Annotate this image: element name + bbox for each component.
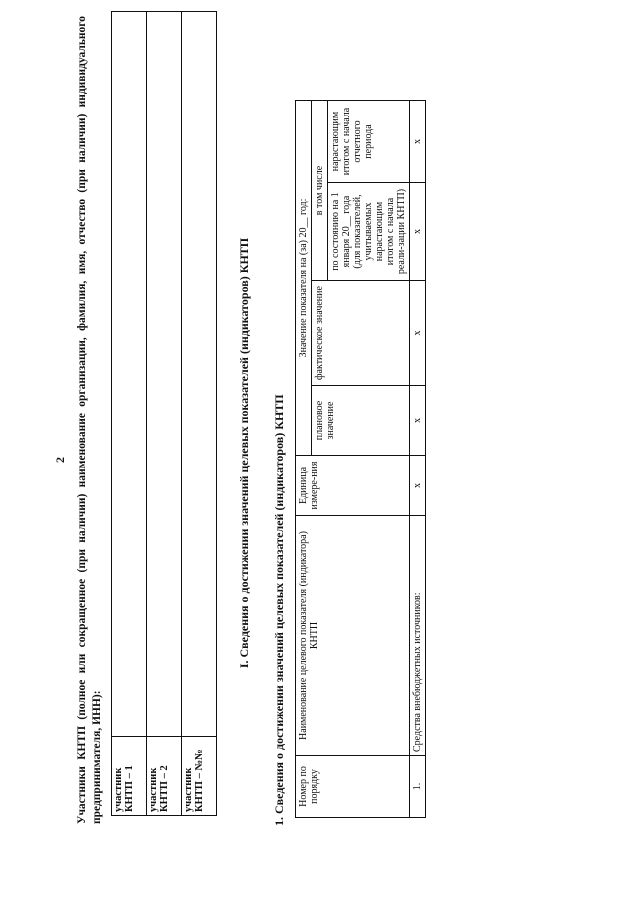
col-header-cumulative: нарастающим итогом с начала отчетного периода [328,101,410,183]
table-title: 1. Сведения о достижении значений целевых показателей (индикаторов) КНТП [272,394,286,826]
page-number: 2 [53,457,67,463]
table-row [410,101,426,818]
participant-value [182,12,217,737]
col-header-num: Номер по порядку [296,756,410,818]
participant-value [147,12,182,737]
cell-actual: x [410,281,426,386]
col-header-jan1: по состоянию на 1 января 20__ года (для показателей, учитываемых нарастающим итогом с начала реали-зации КНТП) [328,183,410,281]
col-header-value-group: Значение показателя на (за) 20__ год: [296,101,312,456]
participants-table [111,11,217,816]
table-row [112,12,147,816]
col-header-actual: фактическое значение [312,281,410,386]
cell-cumulative: x [410,101,426,183]
cell-name: Средства внебюджетных источников: [410,516,426,756]
table-row [182,12,217,816]
col-header-unit: Единица измере-ния [296,456,410,516]
table-row [147,12,182,816]
participant-label: участник КНТП – 2 [147,737,182,816]
cell-jan1: x [410,183,426,281]
table-header-row [296,101,312,818]
cell-num: 1. [410,756,426,818]
cell-unit: x [410,456,426,516]
col-header-name: Наименование целевого показателя (индикатора) КНТП [296,516,410,756]
cell-planned: x [410,386,426,456]
col-header-in-that: в том числе [312,101,328,281]
participants-intro-text: Участники КНТП (полное или сокращенное (при наличии) наименование организации, фамилия, имя, отчество (при наличии) индивидуального предпринимателя, ИНН): [76,16,103,824]
col-header-planned: плановое значение [312,386,410,456]
participant-label: участник КНТП – №№ [182,737,217,816]
indicators-table [295,100,426,818]
participant-value [112,12,147,737]
participant-label: участник КНТП – 1 [112,737,147,816]
section-heading: I. Сведения о достижении значений целевых показателей (индикаторов) КНТП [237,237,251,669]
